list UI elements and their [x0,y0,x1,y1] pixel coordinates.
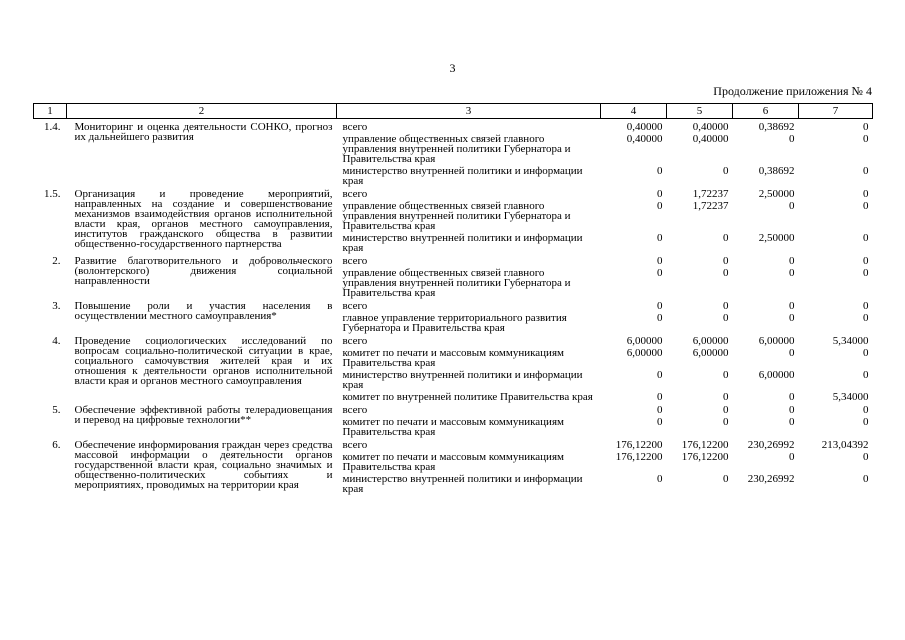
table-row [34,119,873,133]
value-col4: 0 [657,369,663,381]
item-number: 1.4. [44,121,61,133]
value-col5: 0 [723,404,729,416]
executor-cell: министерство внутренней политики и информации края [342,473,583,495]
table-row [34,437,873,450]
table-row [34,253,873,266]
value-col5: 6,00000 [692,347,729,359]
value-col4: 0 [657,391,663,403]
value-col4: 0 [657,232,663,244]
item-number: 4. [52,335,61,347]
table-row [34,333,873,346]
value-col7: 0 [863,188,869,200]
executor-cell: комитет по печати и массовым коммуникациям Правительства края [342,416,564,438]
value-col7: 5,34000 [832,391,869,403]
table-row [34,298,873,311]
value-col7: 0 [863,312,869,324]
header-cell: 4 [601,104,667,119]
value-col6: 0 [789,133,795,145]
item-name: Обеспечение информирования граждан через средства массовой информации о деятельности органов государственной власти края, социально значимых и общественно-политических событиях и мероприятиях, проводимых на территории края [74,439,333,491]
value-col7: 0 [863,232,869,244]
header-cell: 7 [799,104,873,119]
executor-cell: управление общественных связей главного управления внутренней политики Губернатора и Правительства края [342,200,571,232]
value-col4: 176,12200 [615,451,663,463]
value-col5: 0 [723,473,729,485]
executor-cell: всего [342,188,368,200]
value-col7: 0 [863,255,869,267]
executor-cell: комитет по внутренней политике Правительства края [342,391,593,403]
executor-cell: комитет по печати и массовым коммуникациям Правительства края [342,451,564,473]
item-name: Проведение социологических исследований по вопросам социально-политической ситуации в крае, социального самочувствия жителей края и их отношения к деятельности органов исполнительной власти края и органов местного самоуправления [74,335,333,387]
item-name: Организация и проведение мероприятий, направленных на создание и совершенствование механизмов взаимодействия органов исполнительной власти края, органов местного самоуправления, институтов гражданского общества в развитии общественно-государственного партнерства [74,188,333,250]
continuation-caption: Продолжение приложения № 4 [713,84,872,98]
item-name: Развитие благотворительного и добровольческого (волонтерского) движения социальной направленности [74,255,333,287]
executor-cell: всего [342,335,368,347]
executor-cell: управление общественных связей главного управления внутренней политики Губернатора и Правительства края [342,267,571,299]
value-col4: 0 [657,312,663,324]
value-col5: 0 [723,300,729,312]
value-col6: 2,50000 [758,188,795,200]
value-col7: 0 [863,473,869,485]
value-col4: 0 [657,404,663,416]
value-col5: 0,40000 [692,133,729,145]
value-col4: 0 [657,416,663,428]
value-col7: 0 [863,200,869,212]
table-header-row [34,104,873,119]
item-number: 6. [52,439,61,451]
item-name: Мониторинг и оценка деятельности СОНКО, прогноз их дальнейшего развития [74,121,333,143]
value-col7: 0 [863,267,869,279]
value-col4: 0 [657,300,663,312]
value-col4: 6,00000 [626,335,663,347]
value-col7: 0 [863,404,869,416]
value-col4: 0 [657,267,663,279]
value-col4: 0 [657,165,663,177]
executor-cell: министерство внутренней политики и информации края [342,165,583,187]
value-col7: 0 [863,133,869,145]
value-col5: 0 [723,255,729,267]
value-col5: 0,40000 [692,121,729,133]
value-col6: 0 [789,404,795,416]
value-col6: 0 [789,391,795,403]
executor-cell: всего [342,439,368,451]
value-col6: 0 [789,200,795,212]
value-col5: 0 [723,232,729,244]
executor-cell: министерство внутренней политики и информации края [342,369,583,391]
value-col6: 6,00000 [758,335,795,347]
value-col6: 0,38692 [758,121,795,133]
value-col4: 0 [657,473,663,485]
item-number: 1.5. [44,188,61,200]
value-col5: 0 [723,165,729,177]
value-col6: 0 [789,416,795,428]
value-col6: 0 [789,300,795,312]
value-col6: 0 [789,267,795,279]
value-col7: 0 [863,300,869,312]
value-col6: 230,26992 [747,439,795,451]
value-col4: 176,12200 [615,439,663,451]
page-number: 3 [449,61,456,75]
value-col6: 0 [789,347,795,359]
value-col7: 0 [863,416,869,428]
appendix-table [33,103,873,494]
executor-cell: всего [342,404,368,416]
executor-cell: всего [342,300,368,312]
executor-cell: комитет по печати и массовым коммуникациям Правительства края [342,347,564,369]
value-col5: 6,00000 [692,335,729,347]
executor-cell: управление общественных связей главного управления внутренней политики Губернатора и Правительства края [342,133,571,165]
value-col7: 0 [863,347,869,359]
value-col4: 0,40000 [626,133,663,145]
header-cell: 6 [733,104,799,119]
value-col6: 0 [789,312,795,324]
value-col7: 0 [863,369,869,381]
value-col5: 1,72237 [692,200,729,212]
value-col7: 213,04392 [821,439,869,451]
executor-cell: министерство внутренней политики и информации края [342,232,583,254]
value-col4: 0 [657,200,663,212]
value-col4: 0,40000 [626,121,663,133]
value-col4: 0 [657,255,663,267]
table-row [34,186,873,199]
value-col7: 5,34000 [832,335,869,347]
header-cell: 1 [34,104,67,119]
value-col6: 2,50000 [758,232,795,244]
value-col5: 0 [723,391,729,403]
header-cell: 5 [667,104,733,119]
value-col6: 230,26992 [747,473,795,485]
value-col5: 0 [723,416,729,428]
header-cell: 3 [337,104,601,119]
header-cell: 2 [67,104,337,119]
value-col4: 0 [657,188,663,200]
value-col6: 0 [789,255,795,267]
value-col5: 0 [723,369,729,381]
value-col5: 0 [723,312,729,324]
executor-cell: главное управление территориального развития Губернатора и Правительства края [342,312,567,334]
value-col4: 6,00000 [626,347,663,359]
value-col6: 0,38692 [758,165,795,177]
value-col7: 0 [863,121,869,133]
value-col6: 6,00000 [758,369,795,381]
value-col5: 0 [723,267,729,279]
item-number: 3. [52,300,61,312]
value-col5: 1,72237 [692,188,729,200]
value-col5: 176,12200 [681,451,729,463]
value-col5: 176,12200 [681,439,729,451]
item-name: Обеспечение эффективной работы телерадиовещания и перевод на цифровые технологии** [74,404,333,426]
value-col7: 0 [863,451,869,463]
executor-cell: всего [342,255,368,267]
item-number: 2. [52,255,61,267]
value-col7: 0 [863,165,869,177]
value-col6: 0 [789,451,795,463]
executor-cell: всего [342,121,368,133]
table-row [34,402,873,415]
item-name: Повышение роли и участия населения в осуществлении местного самоуправления* [74,300,333,322]
item-number: 5. [52,404,61,416]
